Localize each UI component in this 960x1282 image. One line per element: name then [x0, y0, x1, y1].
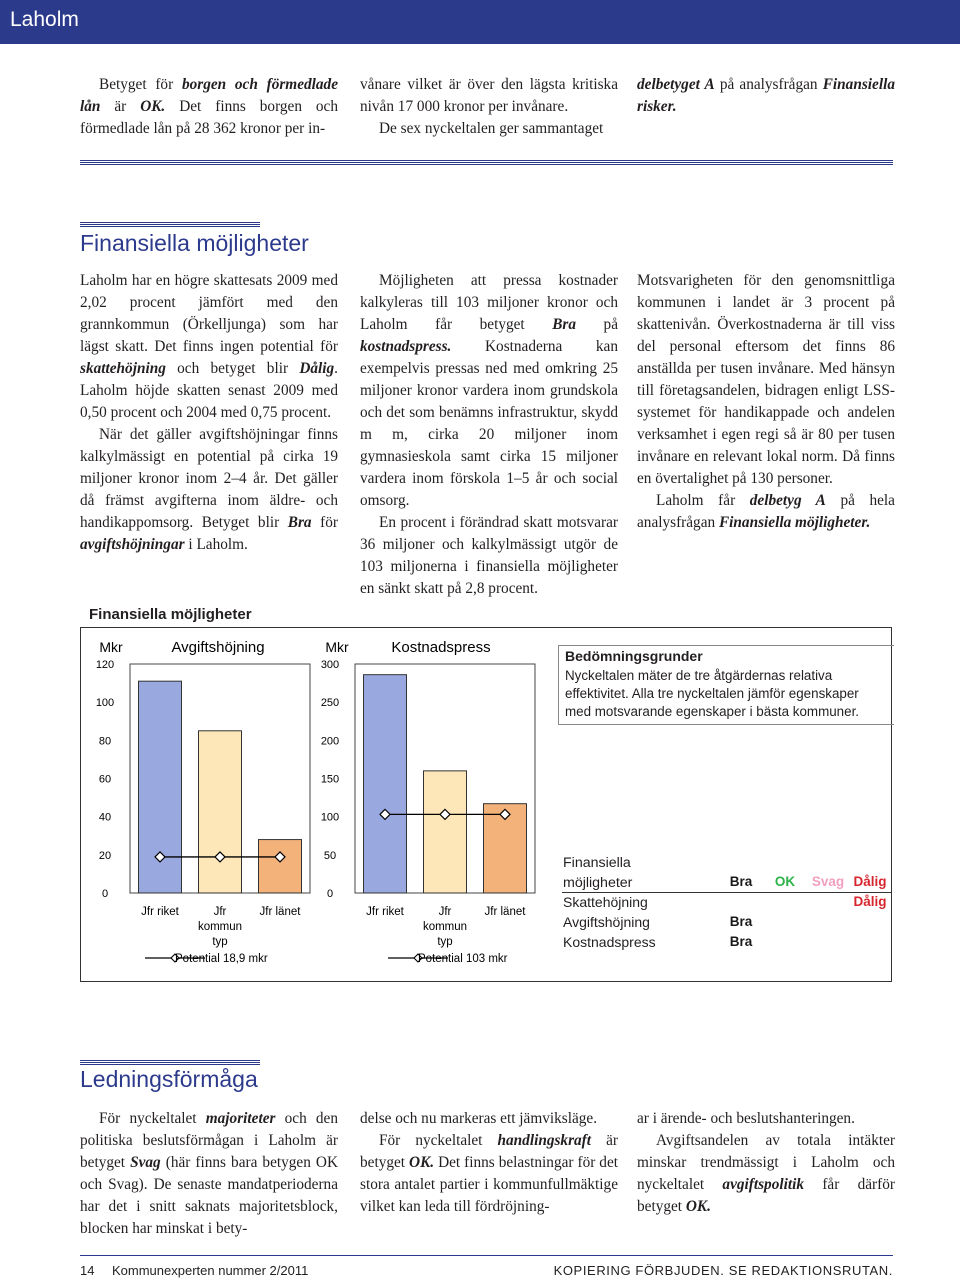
y-tick-label: 120 [95, 659, 115, 671]
body-column-3: Motsvarigheten för den genomsnittliga kommunen i landet är 3 procent på skattenivån. Överkostnaderna är till viss del personal eftersom det finns 86 anställda per tusen invånare. Med hänsyn till företagsandelen, bidragen enligt LSS-systemet för handikappade och andelen verksamhet i egen regi så är 80 per tusen invånare en relevant lokal norm. Då finns en övertalighet på 130 personer. Laholm får delbetyg A på hela analysfrågan Finansiella möjligheter. [637, 272, 895, 531]
page-number: 14 [80, 1263, 95, 1278]
x-category-label: Jfr riket [141, 906, 179, 918]
axis-unit-label: Mkr [325, 639, 349, 655]
grade-value: Bra [729, 914, 753, 929]
footer-rule [80, 1255, 893, 1256]
x-category-label: typ [437, 936, 453, 948]
grade-row-label: Avgiftshöjning [563, 914, 650, 930]
y-tick-label: 60 [98, 773, 112, 786]
y-tick-label: 0 [326, 888, 334, 900]
grade-row-label: Skattehöjning [563, 894, 648, 910]
y-tick-label: 50 [323, 849, 337, 862]
grades-heading: Finansiella möjligheter [563, 855, 633, 891]
intro-column-1: Betyget för borgen och förmedlade lån är OK. Det finns borgen och förmedlade lån på 28 362 kronor per in- [80, 76, 338, 137]
grade-column-ok: OK [774, 874, 796, 889]
x-category-label: kommun [422, 921, 468, 933]
x-category-label: Jfr riket [366, 906, 404, 918]
y-tick-label: 200 [320, 735, 340, 748]
chart-title: Avgiftshöjning [171, 639, 265, 656]
grade-column-bra: Bra [729, 874, 753, 889]
page-footer [0, 1255, 960, 1282]
x-category-label: Jfr [438, 906, 452, 918]
body-column-2: Möjligheten att pressa kostnader kalkyleras till 103 miljoner kronor och Laholm får betyget Bra på kostnadspress. Kostnaderna kan exempelvis pressas ned med omkring 25 miljoner kronor vardera inom grundskola och det som benämns infrastruktur, skydd m m, cirka 20 miljoner inom gymnasieskola samt cirka 15 miljoner vardera inom förskola 1–5 år och social omsorg. En procent i förändrad skatt motsvarar 36 miljoner och kalkylmässigt utgör de 103 miljonerna i finansiella möjligheter en sänkt skatt på 2,8 procent. [360, 272, 618, 597]
x-category-label: Jfr [213, 906, 227, 918]
y-tick-label: 20 [98, 849, 112, 862]
grade-row-label: Kostnadspress [563, 934, 656, 950]
y-tick-label: 0 [101, 888, 109, 900]
body2-column-2: delse och nu markeras ett jämviksläge. För nyckeltalet handlingskraft är betyget OK. Det finns belastningar för det stora antalet partier i kommunfullmäktige vilket kan leda till fördröjning- [360, 1110, 618, 1215]
y-tick-label: 40 [98, 811, 112, 824]
x-category-label: typ [212, 936, 228, 948]
body2-column-1: För nyckeltalet majoriteter och den politiska beslutsförmågan i Laholm är betyget Svag (här finns bara betygen OK och Svag). De senaste mandatperioderna har det i snitt saknats majoritetsblock, blocken har minskat i bety- [80, 1110, 338, 1237]
body2-column-3: ar i ärende- och beslutshanteringen. Avgiftsandelen av totala intäkter minskar trendmässigt i Laholm och nyckeltalet avgiftspolitik får därför betyget OK. [637, 1110, 895, 1215]
bar-1 [364, 675, 407, 893]
intro-column-3: delbetyget A på analysfrågan Finansiella risker. [637, 76, 895, 115]
y-tick-label: 300 [320, 659, 340, 671]
grade-column-svag: Svag [811, 874, 845, 889]
y-tick-label: 100 [95, 697, 115, 710]
copyright-notice: KOPIERING FÖRBJUDEN. SE REDAKTIONSRUTAN. [553, 1263, 893, 1278]
publication-name: Kommunexperten nummer 2/2011 [112, 1263, 309, 1278]
x-category-label: kommun [197, 921, 243, 933]
grade-column-dålig: Dålig [853, 874, 887, 889]
figure-title: Finansiella möjligheter [89, 606, 252, 623]
bedomningsgrunder-text: Nyckeltalen mäter de tre åtgärdernas relativa effektivitet. Alla tre nyckeltalen jämför egenskaper med motsvarande egenskaper i bästa kommuner. [565, 668, 860, 719]
y-tick-label: 80 [98, 735, 112, 748]
body-column-1: Laholm har en högre skattesats 2009 med 2,02 procent jämfört med den grannkommun (Örkelljunga) som har lägst skatt. Det finns ingen potential för skattehöjning och betyget blir Dålig. Laholm höjde skatten senast 2009 med 0,50 procent och 2004 med 0,75 procent. När det gäller avgiftshöjningar finns kalkylmässigt en potential på cirka 19 miljoner kronor inom 2–4 år. Det gäller då främst avgifterna inom äldre- och handikappomsorg. Betyget blir Bra för avgiftshöjningar i Laholm. [80, 272, 338, 553]
legend-label: Potential 18,9 mkr [175, 953, 268, 965]
bar-3 [259, 840, 302, 893]
grades-divider [562, 892, 892, 893]
section-title-finansiella: Finansiella möjligheter [80, 230, 309, 256]
axis-unit-label: Mkr [99, 639, 123, 655]
x-category-label: Jfr länet [259, 906, 301, 918]
y-tick-label: 150 [320, 773, 340, 786]
intro-column-2: vånare vilket är över den lägsta kritiska nivån 17 000 kronor per invånare. De sex nyckeltalen ger sammantaget [360, 76, 618, 137]
bedomningsgrunder-title: Bedömningsgrunder [565, 648, 703, 664]
grade-value: Bra [729, 934, 753, 949]
grade-value: Dålig [853, 894, 887, 909]
y-tick-label: 100 [320, 811, 340, 824]
legend-label: Potential 103 mkr [418, 953, 508, 965]
y-tick-label: 250 [320, 697, 340, 710]
bar-2 [199, 731, 242, 893]
bar-2 [424, 771, 467, 893]
section-title-ledningsformaga: Ledningsförmåga [80, 1066, 258, 1092]
chart-title: Kostnadspress [391, 639, 491, 656]
municipality-title: Laholm [10, 8, 79, 31]
x-category-label: Jfr länet [484, 906, 526, 918]
